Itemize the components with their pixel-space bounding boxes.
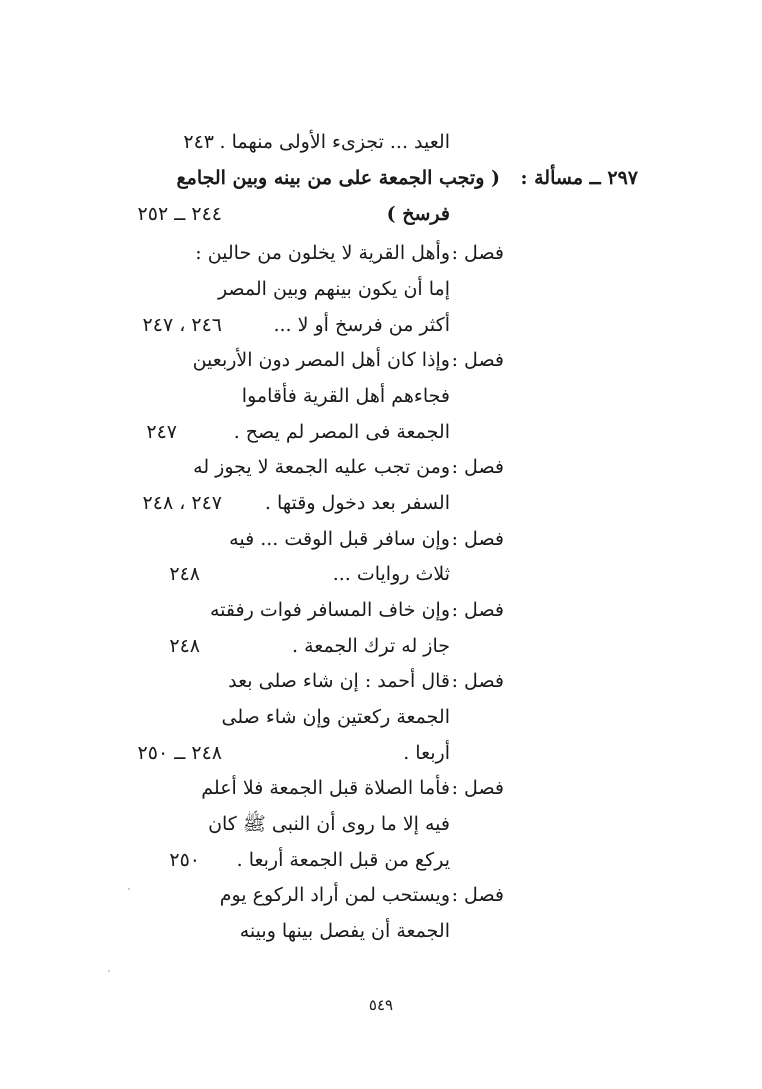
scan-speck xyxy=(128,888,130,890)
entry-label: فصل : xyxy=(451,456,504,478)
entry-text: الجمعة ركعتين وإن شاء صلى xyxy=(221,706,450,728)
entry-text: جاز له ترك الجمعة . xyxy=(292,635,450,657)
page-ref: ٢٤٦ ، ٢٤٧ xyxy=(142,314,222,336)
entry-text: العيد ... تجزىء الأولى منهما . xyxy=(219,131,450,153)
entry-label: فصل : xyxy=(451,599,504,621)
entry-label: فصل : xyxy=(451,670,504,692)
entry-label: فصل : xyxy=(451,349,504,371)
scan-speck xyxy=(108,970,110,972)
entry-text: إما أن يكون بينهم وبين المصر xyxy=(217,278,450,300)
page-number: ٥٤٩ xyxy=(368,996,394,1014)
entry-text: فرسخ ) xyxy=(386,203,450,225)
entry-text: الجمعة أن يفصل بينها وبينه xyxy=(239,920,450,942)
entry-text: ثلاث روايات ... xyxy=(332,563,450,585)
entry-text: فأما الصلاة قبل الجمعة فلا أعلم xyxy=(201,777,450,799)
entry-text: وإن خاف المسافر فوات رفقته xyxy=(209,599,450,621)
entry-text: ويستحب لمن أراد الركوع يوم xyxy=(219,884,450,906)
page-ref: ٢٤٤ ــ ٢٥٢ xyxy=(137,203,222,225)
entry-text: ( وتجب الجمعة على من بينه وبين الجامع xyxy=(176,167,500,189)
entry-text: أربعا . xyxy=(403,742,450,764)
page-ref: ٢٤٨ xyxy=(169,635,200,657)
entry-text: فيه إلا ما روى أن النبى ﷺ كان xyxy=(208,813,450,835)
entry-text: ومن تجب عليه الجمعة لا يجوز له xyxy=(193,456,450,478)
entry-label: فصل : xyxy=(451,884,504,906)
entry-text: وإن سافر قبل الوقت ... فيه xyxy=(229,528,450,550)
entry-text: فجاءهم أهل القرية فأقاموا xyxy=(241,385,450,407)
page-ref: ٢٥٠ xyxy=(169,849,200,871)
entry-text: أكثر من فرسخ أو لا ... xyxy=(273,314,450,336)
page-ref: ٢٤٨ xyxy=(169,563,200,585)
entry-text: وأهل القرية لا يخلون من حالين : xyxy=(195,242,450,264)
entry-text: قال أحمد : إن شاء صلى بعد xyxy=(228,670,450,692)
entry-label: فصل : xyxy=(451,242,504,264)
entry-text: وإذا كان أهل المصر دون الأربعين xyxy=(192,349,450,371)
entry-label: فصل : xyxy=(451,528,504,550)
entry-text: الجمعة فى المصر لم يصح . xyxy=(233,421,450,443)
entry-text: السفر بعد دخول وقتها . xyxy=(264,492,450,514)
entry-text: يركع من قبل الجمعة أربعا . xyxy=(236,849,450,871)
page-ref: ٢٤٣ xyxy=(183,131,214,153)
page-ref: ٢٤٧ ، ٢٤٨ xyxy=(142,492,222,514)
entry-label: ٢٩٧ ــ مسألة : xyxy=(520,167,638,189)
page-ref: ٢٤٨ ــ ٢٥٠ xyxy=(137,742,222,764)
page-ref: ٢٤٧ xyxy=(146,421,177,443)
entry-label: فصل : xyxy=(451,777,504,799)
